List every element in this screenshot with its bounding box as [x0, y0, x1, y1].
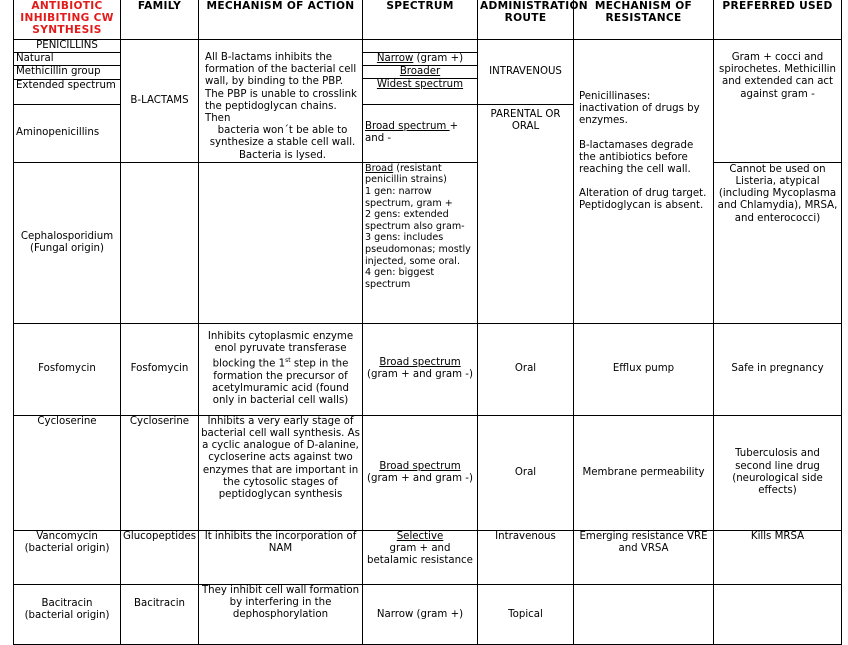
family-cephalosporins-empty: [121, 162, 199, 323]
resistance-b-lactamases: B-lactamases degrade the antibiotics before reaching the cell wall.: [579, 139, 694, 176]
gen-1: 1 gen: narrow spectrum, gram +: [365, 186, 453, 209]
fosfomycin-preferred: Safe in pregnancy: [714, 323, 842, 415]
spectrum-cephalosporins: Broad (resistant penicillin strains) 1 gen: narrow spectrum, gram + 2 gens: extended spectrum also gram- 3 gens: includes pseudomonas; mostly injected, some oral. 4 gen: biggest spectrum: [363, 162, 478, 323]
cycloserine-spectrum: Broad spectrum (gram + and gram -): [363, 415, 478, 530]
penicillin-types-cell: [14, 40, 121, 105]
cycloserine-name: Cycloserine: [14, 415, 121, 530]
header-mechanism: MECHANISM OF ACTION: [199, 0, 363, 40]
gen-2: 2 gens: extended spectrum also gram-: [365, 209, 465, 232]
resistance-penicillinases: Penicillinases: inactivation of drugs by enzymes.: [579, 91, 700, 127]
spectrum-aminopenicillins: Broad spectrum + and -: [363, 105, 478, 163]
route-parental-oral: PARENTAL OR ORAL: [478, 105, 574, 324]
aminopenicillins: Aminopenicillins: [14, 105, 121, 163]
vancomycin-spectrum: Selective gram + and betalamic resistance: [363, 530, 478, 584]
vancomycin-preferred: Kills MRSA: [714, 530, 842, 584]
penicillin-extended: Extended spectrum: [16, 79, 116, 91]
header-antibiotic: ANTIBIOTIC INHIBITING CW SYNTHESIS: [14, 0, 121, 40]
bacitracin-family: Bacitracin: [121, 584, 199, 644]
header-resistance: MECHANISM OF RESISTANCE: [574, 0, 714, 40]
spectrum-broader: Broader: [363, 66, 477, 79]
fosfomycin-mechanism: Inhibits cytoplasmic enzyme enol pyruvate transferase blocking the 1st step in the formation the precursor of acetylmuramic acid (found only in bacterial cell walls): [199, 323, 363, 415]
cycloserine-route: Oral: [478, 415, 574, 530]
header-row: [14, 0, 842, 40]
preferred-penicillins: Gram + cocci and spirochetes. Methicillin and extended can act against gram -: [714, 40, 842, 163]
cephalosporins-name: Cephalosporidium: [20, 230, 114, 242]
vancomycin-family: Glucopeptides: [121, 530, 199, 584]
vancomycin-resistance: Emerging resistance VRE and VRSA: [574, 530, 714, 584]
fosfomycin-family: Fosfomycin: [121, 323, 199, 415]
penicillin-natural: Natural: [14, 53, 120, 66]
penicillins-title: PENICILLINS: [14, 40, 120, 53]
mechanism-cephalosporins-empty: [199, 162, 363, 323]
cycloserine-preferred: Tuberculosis and second line drug (neurological side effects): [714, 415, 842, 530]
route-intravenous: INTRAVENOUS: [478, 40, 574, 105]
b-lactam-resistance: [574, 40, 714, 324]
mechanism-text-center: bacteria won´t be able to synthesize a stable cell wall. Bacteria is lysed.: [209, 125, 356, 161]
preferred-cephalosporins: Cannot be used on Listeria, atypical (including Mycoplasma and Chlamydia), MRSA, and enterococci): [714, 162, 842, 323]
gen-3: 3 gens: includes pseudomonas; mostly injected, some oral.: [365, 232, 471, 267]
header-spectrum: SPECTRUM: [363, 0, 478, 40]
bacitracin-name: Bacitracin (bacterial origin): [14, 584, 121, 644]
spectrum-widest: Widest spectrum: [376, 79, 464, 91]
mechanism-text: All B-lactams inhibits the formation of the bacterial cell wall, by binding to the PBP. The PBP is unable to crosslink the peptidoglycan chains. Then: [205, 52, 357, 125]
b-lactam-mechanism: [199, 40, 363, 163]
family-b-lactams: B-LACTAMS: [121, 40, 199, 163]
bacitracin-resistance: [574, 584, 714, 644]
vancomycin-name: Vancomycin (bacterial origin): [14, 530, 121, 584]
resistance-target: Alteration of drug target. Peptidoglycan is absent.: [579, 188, 707, 212]
antibiotic-table: [13, 0, 842, 645]
bacitracin-route: Topical: [478, 584, 574, 644]
table-row: [14, 584, 842, 644]
spectrum-narrow: Narrow (gram +): [363, 52, 477, 66]
header-preferred: PREFERRED USED: [714, 0, 842, 40]
table-row: [14, 323, 842, 415]
cephalosporins-origin: (Fungal origin): [30, 242, 104, 254]
bacitracin-preferred: [714, 584, 842, 644]
table-row: [14, 530, 842, 584]
fosfomycin-name: Fosfomycin: [14, 323, 121, 415]
fosfomycin-spectrum: Broad spectrum (gram + and gram -): [363, 323, 478, 415]
vancomycin-mechanism: It inhibits the incorporation of NAM: [199, 530, 363, 584]
cycloserine-resistance: Membrane permeability: [574, 415, 714, 530]
header-route: ADMINISTRATION ROUTE: [478, 0, 574, 40]
cycloserine-family: Cycloserine: [121, 415, 199, 530]
penicillin-methicillin: Methicillin group: [14, 66, 120, 79]
fosfomycin-route: Oral: [478, 323, 574, 415]
bacitracin-mechanism: They inhibit cell wall formation by interfering in the dephosphorylation: [199, 584, 363, 644]
penicillin-spectrum-cell: [363, 40, 478, 105]
header-family: FAMILY: [121, 0, 199, 40]
table-row: [14, 415, 842, 530]
table-row: [14, 162, 842, 323]
bacitracin-spectrum: Narrow (gram +): [363, 584, 478, 644]
fosfomycin-resistance: Efflux pump: [574, 323, 714, 415]
table-row: [14, 40, 842, 105]
vancomycin-route: Intravenous: [478, 530, 574, 584]
cephalosporins-cell: [14, 162, 121, 323]
gen-4: 4 gen: biggest spectrum: [365, 267, 435, 290]
cycloserine-mechanism: Inhibits a very early stage of bacterial cell wall synthesis. As a cyclic analogue of D-alanine, cycloserine acts against two enzymes that are important in the cytosolic stages of peptidoglycan synthesis: [199, 415, 363, 530]
